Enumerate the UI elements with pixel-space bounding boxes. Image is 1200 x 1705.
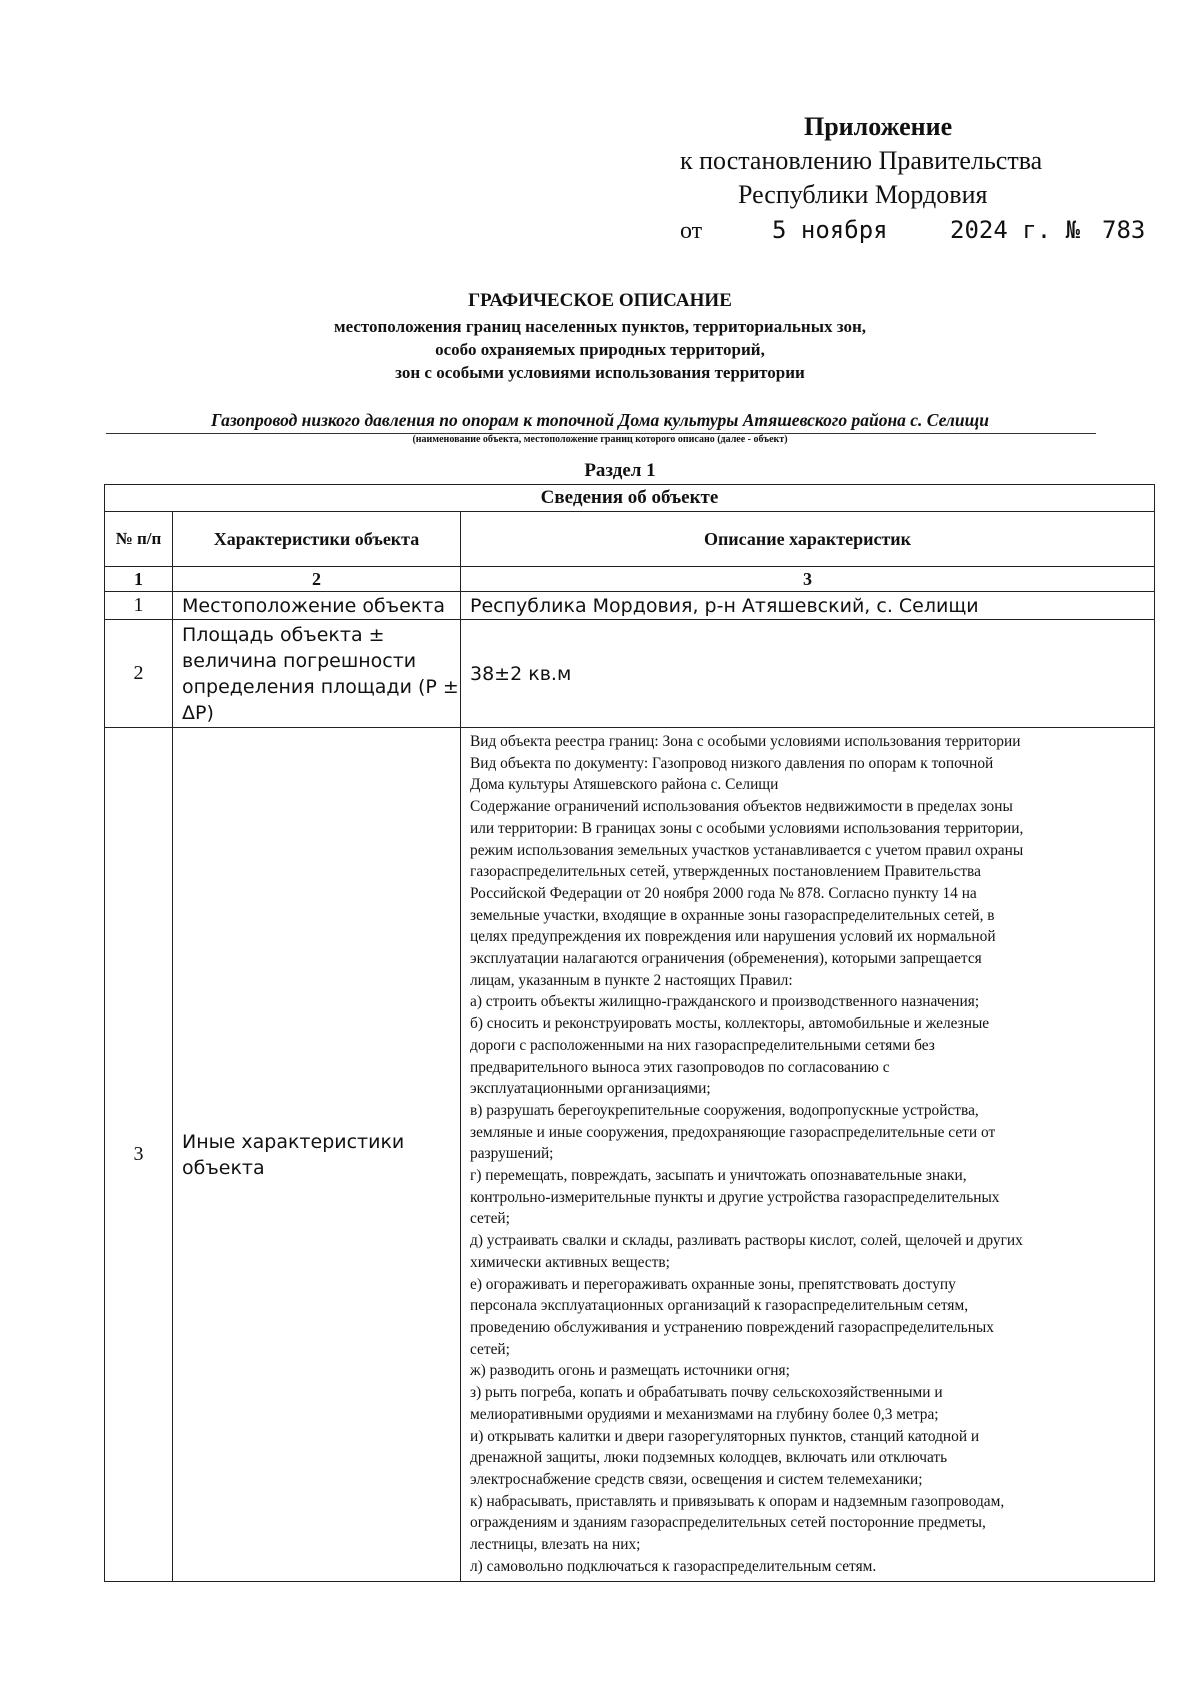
row-num: 1 [105, 592, 173, 620]
object-name: Газопровод низкого давления по опорам к топочной Дома культуры Атяшевского района с. Селищи [211, 410, 989, 430]
object-name-note: (наименование объекта, местоположение границ которого описано (далее - объект) [412, 434, 788, 445]
desc-line: сетей; [470, 1210, 510, 1228]
table-caption-row [105, 485, 1155, 512]
desc-line: д) устраивать свалки и склады, разливать растворы кислот, солей, щелочей и других [470, 1232, 1023, 1250]
desc-line: персонала эксплуатационных организаций к газораспределительным сетям, [470, 1297, 969, 1315]
section-title: Раздел 1 [584, 460, 656, 481]
desc-line: электроснабжение средств связи, освещения и систем телемеханики; [470, 1470, 923, 1488]
document-heading [100, 290, 1100, 384]
row-value: 38±2 кв.м [461, 620, 1155, 728]
desc-line: л) самовольно подключаться к газораспределительным сетям. [470, 1557, 877, 1575]
header-characteristics: Характеристики объекта [173, 512, 461, 567]
table-caption: Сведения об объекте [105, 485, 1155, 512]
desc-line: земельные участки, входящие в охранные зоны газораспределительных сетей, в [470, 906, 995, 924]
desc-line: лестницы, влезать на них; [470, 1536, 641, 1554]
date-ot: от [680, 218, 703, 244]
desc-line: контрольно-измерительные пункты и другие устройства газораспределительных [470, 1188, 1000, 1206]
table-row [105, 728, 1155, 1582]
desc-line: дренажной защиты, люки подземных колодцев, включать или отключать [470, 1449, 948, 1467]
desc-line: Вид объекта реестра границ: Зона с особыми условиями использования территории [470, 733, 1021, 750]
document-title: ГРАФИЧЕСКОЕ ОПИСАНИЕ [468, 290, 732, 311]
desc-line: или территории: В границах зоны с особыми условиями использования территории, [470, 819, 1024, 837]
desc-line: ж) разводить огонь и размещать источники огня; [470, 1362, 790, 1380]
row-characteristic: Местоположение объекта [173, 592, 461, 620]
desc-line: дороги с расположенными на них газораспределительными сетями без [470, 1036, 935, 1054]
desc-line: лицам, указанным в пункте 2 настоящих Правил: [470, 971, 793, 989]
index-cell-2: 2 [173, 567, 461, 592]
desc-line: ограждениям и зданиям газораспределительных сетей посторонние предметы, [470, 1514, 986, 1532]
desc-line: е) огораживать и перегораживать охранные зоны, препятствовать доступу [470, 1275, 956, 1293]
other-characteristics-description [461, 728, 1155, 1582]
decree-number: 783 [1102, 216, 1146, 244]
document-subtitle-1: местоположения границ населенных пунктов, территориальных зон, [334, 317, 866, 336]
appendix-line-1: к постановлению Правительства [680, 146, 1043, 175]
object-info-table [104, 484, 1155, 1582]
desc-line: з) рыть погреба, копать и обрабатывать почву сельскохозяйственными и [470, 1384, 943, 1402]
desc-line: а) строить объекты жилищно-гражданского и производственного назначения; [470, 993, 980, 1011]
desc-line: газораспределительных сетей, утвержденных постановлением Правительства [470, 863, 981, 881]
table-header-row [105, 512, 1155, 567]
desc-line: Российской Федерации от 20 ноября 2000 года № 878. Согласно пункту 14 на [470, 884, 977, 902]
desc-line: химически активных веществ; [470, 1253, 670, 1271]
table-row [105, 592, 1155, 620]
desc-line: режим использования земельных участков устанавливается с учетом правил охраны [470, 841, 1024, 859]
row-num: 2 [105, 620, 173, 728]
date-year: 2024 г. № [950, 216, 1081, 244]
table-index-row [105, 567, 1155, 592]
appendix-date-row [680, 210, 1146, 244]
desc-line: г) перемещать, повреждать, засыпать и уничтожать опознавательные знаки, [470, 1167, 967, 1185]
document-subtitle-3: зон с особыми условиями использования территории [395, 363, 805, 382]
desc-line: Дома культуры Атяшевского района с. Селищи [470, 776, 779, 794]
desc-line: эксплуатации налагаются ограничения (обременения), которыми запрещается [470, 950, 982, 968]
desc-line: и) открывать калитки и двери газорегуляторных пунктов, станций катодной и [470, 1427, 980, 1445]
appendix-line-2: Республики Мордовия [738, 180, 988, 209]
desc-line: мелиоративными орудиями и механизмами на глубину более 0,3 метра; [470, 1405, 939, 1423]
desc-line: земляные и иные сооружения, предохраняющие газораспределительные сети от [470, 1123, 996, 1141]
desc-line: разрушений; [470, 1145, 554, 1163]
index-cell-1: 1 [105, 567, 173, 592]
desc-line: эксплуатационными организациями; [470, 1080, 711, 1098]
desc-line: Вид объекта по документу: Газопровод низкого давления по опорам к топочной [470, 754, 994, 772]
desc-line: в) разрушать берегоукрепительные сооружения, водопропускные устройства, [470, 1101, 979, 1119]
date-day: 5 ноября [772, 216, 888, 244]
row-characteristic: Иные характеристики объекта [173, 728, 461, 1582]
desc-line: предварительного выноса этих газопроводов по согласованию с [470, 1058, 890, 1076]
row-num: 3 [105, 728, 173, 1582]
appendix-title: Приложение [804, 112, 953, 141]
document-subtitle-2: особо охраняемых природных территорий, [435, 340, 765, 359]
header-description: Описание характеристик [461, 512, 1155, 567]
row-characteristic: Площадь объекта ± величина погрешности определения площади (Р ± ΔР) [173, 620, 461, 728]
desc-line: б) сносить и реконструировать мосты, коллекторы, автомобильные и железные [470, 1015, 990, 1033]
row-value: Республика Мордовия, р-н Атяшевский, с. Селищи [461, 592, 1155, 620]
table-row [105, 620, 1155, 728]
desc-line: проведению обслуживания и устранению повреждений газораспределительных [470, 1318, 994, 1336]
header-num: № п/п [105, 512, 173, 567]
desc-line: целях предупреждения их повреждения или нарушения условий их нормальной [470, 928, 996, 946]
desc-line: сетей; [470, 1340, 510, 1358]
desc-line: к) набрасывать, приставлять и привязывать к опорам и надземным газопроводам, [470, 1492, 1005, 1510]
index-cell-3: 3 [461, 567, 1155, 592]
desc-line: Содержание ограничений использования объектов недвижимости в пределах зоны [470, 798, 1013, 816]
